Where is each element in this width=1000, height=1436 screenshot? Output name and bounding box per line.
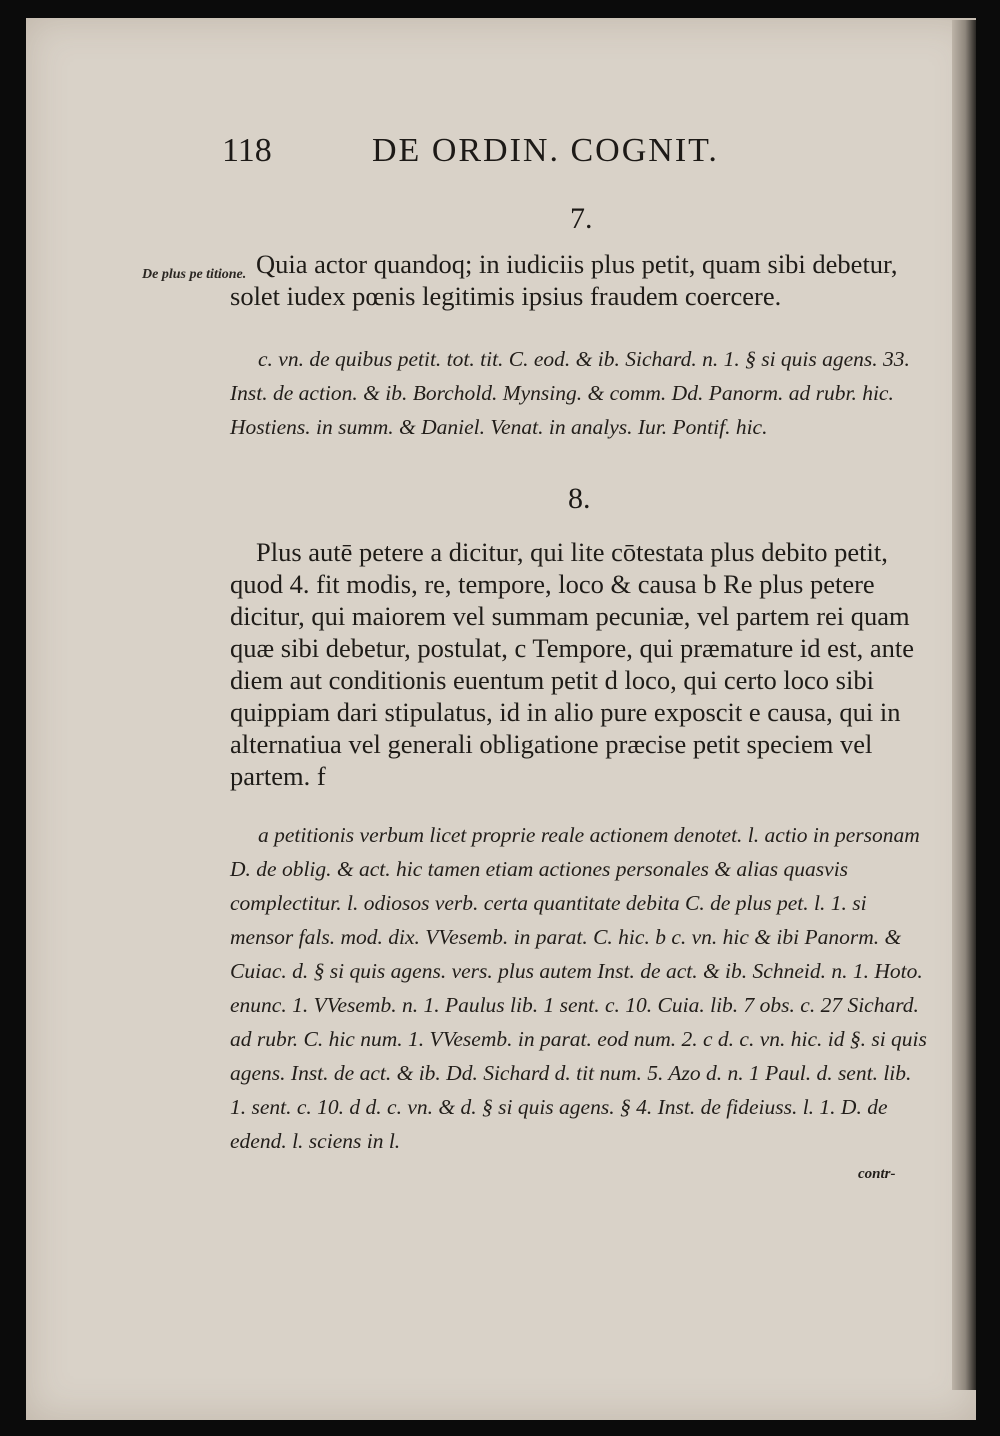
citation-block-7 <box>230 342 930 444</box>
paragraph-text: Quia actor quandoq; in iudiciis plus petit, quam sibi debetur, solet iudex pœnis legitimis ipsius fraudem coercere. <box>230 249 898 311</box>
page-number: 118 <box>222 132 272 169</box>
paragraph-text: Plus autē petere a dicitur, qui lite cōtestata plus debito petit, quod 4. fit modis, re, tempore, loco & causa b Re plus petere dicitur, qui maiorem vel summam pecuniæ, vel partem rei quam quæ sibi debetur, postulat, c Tempore, qui præmature id est, ante diem aut conditionis euentum petit d loco, qui certo loco sibi quippiam dari stipulatus, id in alio pure exposcit e causa, qui in alternatiua vel generali obligatione præcise petit speciem vel partem. f <box>230 537 914 791</box>
citation-text: a petitionis verbum licet proprie reale actionem denotet. l. actio in personam D. de oblig. & act. hic tamen etiam actiones personales & alias quasvis complectitur. l. odiosos verb. certa quantitate debita C. de plus pet. l. 1. si mensor fals. mod. dix. VVesemb. in parat. C. hic. b c. vn. hic & ibi Panorm. & Cuiac. d. § si quis agens. vers. plus autem Inst. de act. & ib. Schneid. n. 1. Hoto. enunc. 1. VVesemb. n. 1. Paulus lib. 1 sent. c. 10. Cuia. lib. 7 obs. c. 27 Sichard. ad rubr. C. hic num. 1. VVesemb. in parat. eod num. 2. c d. c. vn. hic. id §. si quis agens. Inst. de act. & ib. Dd. Sichard d. tit num. 5. Azo d. n. 1 Paul. d. sent. lib. 1. sent. c. 10. d d. c. vn. & d. § si quis agens. § 4. Inst. de fideiuss. l. 1. D. de edend. l. sciens in l. <box>230 823 927 1153</box>
section-number: 7. <box>570 202 593 235</box>
paragraph-section-8 <box>230 536 930 792</box>
catchword: contr- <box>858 1166 896 1182</box>
running-title: DE ORDIN. COGNIT. <box>372 132 719 169</box>
page-edge-shadow <box>952 20 976 1390</box>
page-header <box>222 132 782 182</box>
citation-text: c. vn. de quibus petit. tot. tit. C. eod. & ib. Sichard. n. 1. § si quis agens. 33. Inst. de action. & ib. Borchold. Mynsing. & comm. Dd. Panorm. ad rubr. hic. Hostiens. in summ. & Daniel. Venat. in analys. Iur. Pontif. hic. <box>230 347 910 439</box>
section-number: 8. <box>568 482 591 515</box>
margin-note: De plus pe titione. <box>142 267 247 282</box>
citation-block-8 <box>230 818 930 1158</box>
paragraph-section-7 <box>230 248 930 312</box>
